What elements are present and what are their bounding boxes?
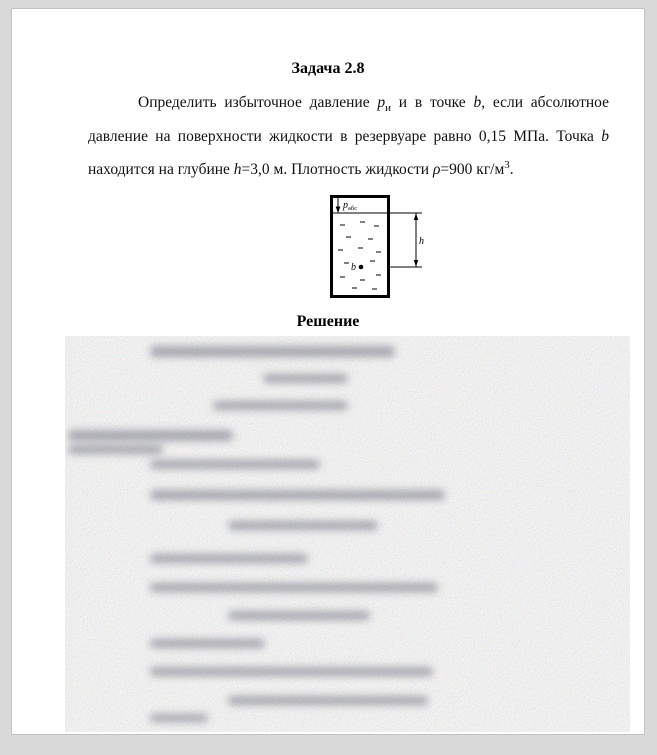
variable-rho: ρ: [432, 161, 441, 179]
document-page: [11, 8, 645, 735]
blurred-text-line: [228, 696, 428, 705]
point-b-dot: [359, 265, 364, 270]
blurred-text-line: [68, 430, 233, 441]
pressure-label-sub: абс: [348, 205, 358, 212]
variable-p: p: [377, 94, 386, 111]
variable-b: b: [601, 127, 609, 145]
blurred-text-line: [263, 374, 348, 383]
pressure-label-p: p: [343, 200, 348, 211]
dimension-extension-lines: [390, 213, 422, 267]
blurred-text-line: [150, 667, 433, 676]
blurred-text-line: [68, 445, 163, 454]
blurred-text-line: [150, 460, 320, 469]
blurred-text-line: [150, 346, 395, 357]
dimension-line-h: [414, 213, 418, 267]
variable-h: h: [233, 161, 242, 179]
blurred-text-line: [150, 714, 208, 722]
blurred-text-line: [213, 401, 348, 410]
text-segment: находится на глубине: [88, 161, 234, 179]
blurred-text-line: [228, 521, 378, 530]
variable-p-subscript: и: [385, 102, 392, 115]
height-label: h: [419, 236, 424, 247]
text-segment: =3,0 м. Плотность жидкости: [241, 161, 433, 179]
text-segment: Определить избыточное давление: [138, 94, 378, 111]
text-segment: =900 кг/м: [440, 161, 505, 179]
blurred-text-line: [150, 639, 265, 648]
text-segment: .: [509, 161, 514, 179]
text-segment: , если абсолютное давление на поверхности жидкости в резервуаре равно 0,15 МПа. Точка: [88, 94, 609, 145]
exponent: 3: [504, 159, 510, 172]
solution-heading: Решение: [296, 313, 360, 330]
blurred-text-line: [150, 490, 445, 500]
blurred-text-line: [228, 611, 370, 620]
problem-title: Задача 2.8: [291, 60, 365, 77]
solution-redacted-area: [65, 336, 630, 732]
blurred-text-line: [150, 554, 308, 563]
variable-b: b: [473, 94, 482, 111]
tank-outline: [332, 197, 389, 297]
point-b-label: b: [351, 262, 356, 273]
tank-diagram: [330, 195, 430, 301]
blurred-text-line: [150, 583, 438, 592]
text-segment: и в точке: [391, 94, 474, 111]
problem-statement: [88, 89, 609, 185]
